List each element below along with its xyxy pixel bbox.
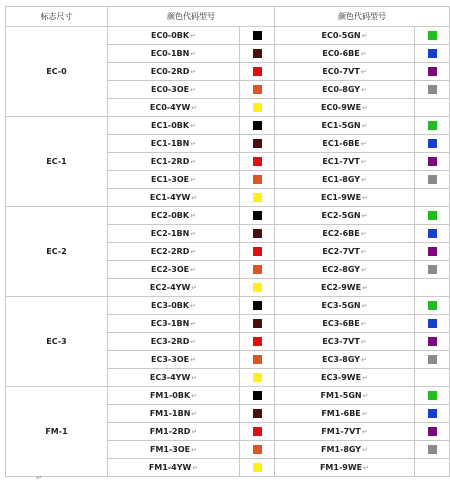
right-code-label: EC3-8GY (322, 355, 361, 364)
left-code-cell (108, 387, 240, 405)
right-swatch-cell (415, 369, 450, 387)
left-code-label: EC2-2RD (150, 247, 190, 256)
right-swatch-cell (415, 189, 450, 207)
right-code-label: EC1-9WE (321, 193, 362, 202)
color-swatch (253, 445, 262, 454)
right-code-label: FM1-9WE (319, 463, 363, 472)
left-swatch-cell (240, 45, 275, 63)
left-code-cell (108, 315, 240, 333)
table-row (6, 207, 450, 225)
return-mark-icon: ↵ (191, 428, 198, 436)
right-code-label: EC1-8GY (322, 175, 361, 184)
return-mark-icon: ↵ (360, 158, 367, 166)
return-mark-icon: ↵ (190, 356, 196, 364)
return-mark-icon: ↵ (190, 320, 197, 328)
right-code-cell (275, 27, 415, 45)
left-swatch-cell (240, 459, 275, 477)
left-swatch-cell (240, 297, 275, 315)
color-swatch (253, 427, 262, 436)
right-swatch-cell (415, 441, 450, 459)
color-swatch (428, 445, 437, 454)
color-swatch (253, 337, 262, 346)
return-mark-icon: ↵ (362, 104, 368, 112)
right-code-label: EC1-5GN (321, 121, 361, 130)
return-mark-icon: ↵ (190, 266, 196, 274)
right-swatch-cell (415, 45, 450, 63)
return-mark-icon: ↵ (191, 194, 198, 202)
color-swatch (253, 67, 262, 76)
left-code-label: FM1-1BN (149, 409, 191, 418)
right-code-cell (275, 225, 415, 243)
return-mark-icon: ↵ (361, 410, 368, 418)
left-swatch-cell (240, 225, 275, 243)
return-mark-icon: ↵ (360, 338, 367, 346)
table-row (6, 117, 450, 135)
right-swatch-cell (415, 81, 450, 99)
return-mark-icon: ↵ (362, 194, 368, 202)
right-code-cell (275, 333, 415, 351)
left-swatch-cell (240, 117, 275, 135)
right-code-cell (275, 117, 415, 135)
left-code-cell (108, 405, 240, 423)
left-swatch-cell (240, 153, 275, 171)
left-code-cell (108, 297, 240, 315)
header-size: 标志尺寸 (6, 7, 108, 27)
color-code-table (5, 6, 450, 477)
right-code-cell (275, 243, 415, 261)
left-swatch-cell (240, 171, 275, 189)
right-code-label: EC0-8GY (322, 85, 361, 94)
left-code-cell (108, 81, 240, 99)
size-cell: EC-2 (6, 207, 108, 297)
right-swatch-cell (415, 459, 450, 477)
return-mark-icon: ↵ (360, 230, 367, 238)
return-mark-icon: ↵ (361, 176, 367, 184)
return-mark-icon: ↵ (190, 248, 197, 256)
left-code-label: EC0-2RD (150, 67, 190, 76)
return-mark-icon: ↵ (361, 266, 367, 274)
left-code-cell (108, 171, 240, 189)
return-mark-icon: ↵ (360, 140, 367, 148)
left-code-label: EC3-4YW (149, 373, 191, 382)
color-swatch (428, 67, 437, 76)
left-code-label: EC0-0BK (151, 31, 190, 40)
left-code-cell (108, 441, 240, 459)
right-code-cell (275, 207, 415, 225)
left-code-label: EC1-1BN (150, 139, 190, 148)
left-code-label: FM1-2RD (149, 427, 191, 436)
right-code-label: EC1-6BE (322, 139, 360, 148)
color-swatch (253, 463, 262, 472)
right-swatch-cell (415, 135, 450, 153)
color-swatch (253, 409, 262, 418)
color-swatch (432, 463, 433, 472)
color-swatch (428, 319, 437, 328)
return-mark-icon: ↵ (190, 302, 196, 310)
left-code-label: EC2-0BK (151, 211, 190, 220)
right-code-label: EC3-9WE (321, 373, 362, 382)
color-swatch (428, 121, 437, 130)
right-code-cell (275, 387, 415, 405)
right-code-label: EC2-9WE (321, 283, 362, 292)
color-swatch (428, 175, 437, 184)
return-mark-icon: ↵ (190, 50, 197, 58)
return-mark-icon: ↵ (361, 86, 367, 94)
return-mark-icon: ↵ (191, 374, 198, 382)
right-code-cell (275, 351, 415, 369)
table-row (6, 27, 450, 45)
left-code-cell (108, 27, 240, 45)
left-code-cell (108, 63, 240, 81)
header-row (6, 7, 450, 27)
color-swatch (428, 31, 437, 40)
right-code-cell (275, 459, 415, 477)
color-swatch (253, 139, 262, 148)
right-code-cell (275, 99, 415, 117)
color-swatch (253, 283, 262, 292)
color-swatch (428, 265, 437, 274)
return-mark-icon: ↵ (191, 104, 198, 112)
right-code-cell (275, 297, 415, 315)
return-mark-icon: ↵ (361, 212, 368, 220)
color-swatch (428, 139, 437, 148)
right-swatch-cell (415, 261, 450, 279)
left-code-label: EC1-4YW (149, 193, 191, 202)
return-mark-icon: ↵ (361, 428, 368, 436)
left-swatch-cell (240, 405, 275, 423)
left-code-label: EC1-0BK (151, 121, 190, 130)
right-code-label: EC2-7VT (322, 247, 360, 256)
right-code-label: EC0-7VT (322, 67, 360, 76)
left-swatch-cell (240, 387, 275, 405)
right-code-label: EC1-7VT (322, 157, 360, 166)
left-swatch-cell (240, 63, 275, 81)
color-swatch (428, 409, 437, 418)
color-swatch (432, 283, 433, 292)
left-code-label: EC2-3OE (151, 265, 190, 274)
return-mark-icon: ↵ (190, 68, 197, 76)
left-code-cell (108, 279, 240, 297)
return-mark-icon: ↵ (190, 158, 197, 166)
color-swatch (253, 157, 262, 166)
left-swatch-cell (240, 81, 275, 99)
right-swatch-cell (415, 297, 450, 315)
right-code-label: EC3-7VT (322, 337, 360, 346)
table-body (6, 27, 450, 477)
right-code-cell (275, 81, 415, 99)
color-swatch (253, 355, 262, 364)
left-swatch-cell (240, 207, 275, 225)
left-code-cell (108, 243, 240, 261)
return-mark-icon: ↵ (362, 446, 368, 454)
return-mark-icon: ↵ (361, 122, 368, 130)
return-mark-icon: ↵ (360, 248, 367, 256)
color-swatch (253, 265, 262, 274)
return-mark-icon: ↵ (362, 392, 369, 400)
color-swatch (253, 175, 262, 184)
size-cell: FM-1 (6, 387, 108, 477)
right-code-cell (275, 423, 415, 441)
left-code-cell (108, 153, 240, 171)
left-code-cell (108, 207, 240, 225)
right-code-cell (275, 315, 415, 333)
color-swatch (428, 355, 437, 364)
header-code-right: 颜色代码型号 (275, 7, 450, 27)
left-code-label: EC2-4YW (149, 283, 191, 292)
return-mark-icon: ↵ (191, 392, 198, 400)
left-code-label: EC3-2RD (150, 337, 190, 346)
color-swatch (253, 31, 262, 40)
return-mark-icon: ↵ (361, 302, 368, 310)
return-mark-icon: ↵ (191, 410, 198, 418)
return-mark-icon: ↵ (190, 86, 196, 94)
color-swatch (253, 121, 262, 130)
right-code-cell (275, 261, 415, 279)
right-code-label: FM1-7VT (321, 427, 361, 436)
right-swatch-cell (415, 63, 450, 81)
left-code-cell (108, 117, 240, 135)
left-swatch-cell (240, 135, 275, 153)
left-swatch-cell (240, 279, 275, 297)
color-swatch (428, 247, 437, 256)
right-swatch-cell (415, 279, 450, 297)
color-swatch (253, 319, 262, 328)
right-code-cell (275, 63, 415, 81)
return-mark-icon: ↵ (360, 320, 367, 328)
color-swatch (428, 157, 437, 166)
left-code-cell (108, 225, 240, 243)
right-code-cell (275, 279, 415, 297)
right-swatch-cell (415, 171, 450, 189)
right-code-label: EC3-6BE (322, 319, 360, 328)
color-swatch (428, 229, 437, 238)
right-swatch-cell (415, 153, 450, 171)
right-swatch-cell (415, 207, 450, 225)
color-swatch (428, 211, 437, 220)
left-swatch-cell (240, 189, 275, 207)
left-swatch-cell (240, 315, 275, 333)
left-code-cell (108, 261, 240, 279)
right-swatch-cell (415, 27, 450, 45)
left-swatch-cell (240, 441, 275, 459)
color-swatch (428, 301, 437, 310)
size-cell: EC-1 (6, 117, 108, 207)
left-swatch-cell (240, 27, 275, 45)
return-mark-icon: ↵ (190, 140, 197, 148)
color-swatch (253, 247, 262, 256)
return-mark-icon: ↵ (362, 374, 368, 382)
header-code-left: 颜色代码型号 (108, 7, 275, 27)
color-swatch (432, 373, 433, 382)
return-mark-icon: ↵ (362, 284, 368, 292)
return-mark-icon: ↵ (190, 230, 197, 238)
right-code-cell (275, 135, 415, 153)
left-code-cell (108, 333, 240, 351)
right-swatch-cell (415, 405, 450, 423)
return-mark-icon: ↵ (361, 32, 368, 40)
return-mark-icon: ↵ (190, 338, 197, 346)
left-code-cell (108, 135, 240, 153)
left-swatch-cell (240, 423, 275, 441)
size-cell: EC-3 (6, 297, 108, 387)
right-swatch-cell (415, 243, 450, 261)
left-code-label: EC3-0BK (151, 301, 190, 310)
left-code-label: EC0-3OE (151, 85, 190, 94)
return-mark-icon: ↵ (191, 284, 198, 292)
right-code-label: EC3-5GN (321, 301, 361, 310)
left-code-label: EC1-3OE (151, 175, 190, 184)
table-row (6, 297, 450, 315)
right-swatch-cell (415, 423, 450, 441)
color-swatch (253, 211, 262, 220)
left-code-cell (108, 423, 240, 441)
color-swatch (253, 193, 262, 202)
return-mark-icon: ↵ (360, 68, 367, 76)
left-code-label: EC3-1BN (150, 319, 190, 328)
color-swatch (253, 85, 262, 94)
left-code-label: FM1-4YW (148, 463, 192, 472)
color-swatch (253, 229, 262, 238)
return-mark-icon: ↵ (360, 50, 367, 58)
color-swatch (253, 49, 262, 58)
left-swatch-cell (240, 351, 275, 369)
color-swatch (253, 301, 262, 310)
return-mark-icon: ↵ (363, 464, 370, 472)
table-row (6, 387, 450, 405)
left-code-label: EC0-1BN (150, 49, 190, 58)
left-code-cell (108, 99, 240, 117)
left-code-label: FM1-0BK (149, 391, 191, 400)
left-swatch-cell (240, 369, 275, 387)
color-swatch (253, 103, 262, 112)
left-code-label: EC0-4YW (149, 103, 191, 112)
right-code-label: EC0-5GN (321, 31, 361, 40)
color-swatch (428, 85, 437, 94)
return-mark-icon: ↵ (190, 212, 196, 220)
right-code-cell (275, 171, 415, 189)
color-swatch (428, 337, 437, 346)
left-swatch-cell (240, 99, 275, 117)
right-code-cell (275, 441, 415, 459)
right-swatch-cell (415, 315, 450, 333)
color-swatch (428, 427, 437, 436)
color-swatch (428, 49, 437, 58)
right-code-label: EC0-6BE (322, 49, 360, 58)
left-code-label: EC1-2RD (150, 157, 190, 166)
right-code-cell (275, 405, 415, 423)
left-code-cell (108, 351, 240, 369)
paragraph-mark-icon: ↵ (36, 474, 42, 482)
return-mark-icon: ↵ (192, 464, 199, 472)
right-code-cell (275, 369, 415, 387)
right-code-cell (275, 189, 415, 207)
right-swatch-cell (415, 333, 450, 351)
right-code-label: EC0-9WE (321, 103, 362, 112)
return-mark-icon: ↵ (190, 176, 196, 184)
color-swatch (432, 193, 433, 202)
left-code-cell (108, 189, 240, 207)
right-code-label: EC2-8GY (322, 265, 361, 274)
return-mark-icon: ↵ (190, 32, 196, 40)
color-swatch (253, 391, 262, 400)
right-code-cell (275, 45, 415, 63)
color-swatch (253, 373, 262, 382)
left-code-label: EC3-3OE (151, 355, 190, 364)
color-swatch (428, 391, 437, 400)
return-mark-icon: ↵ (361, 356, 367, 364)
left-swatch-cell (240, 333, 275, 351)
left-code-label: FM1-3OE (149, 445, 191, 454)
right-swatch-cell (415, 387, 450, 405)
right-swatch-cell (415, 225, 450, 243)
left-swatch-cell (240, 261, 275, 279)
color-swatch (432, 103, 433, 112)
left-code-label: EC2-1BN (150, 229, 190, 238)
left-code-cell (108, 459, 240, 477)
right-code-cell (275, 153, 415, 171)
right-swatch-cell (415, 99, 450, 117)
left-code-cell (108, 369, 240, 387)
left-code-cell (108, 45, 240, 63)
right-code-label: EC2-6BE (322, 229, 360, 238)
right-code-label: FM1-6BE (321, 409, 361, 418)
left-swatch-cell (240, 243, 275, 261)
right-swatch-cell (415, 351, 450, 369)
right-code-label: FM1-8GY (321, 445, 362, 454)
right-swatch-cell (415, 117, 450, 135)
return-mark-icon: ↵ (190, 122, 196, 130)
return-mark-icon: ↵ (191, 446, 198, 454)
right-code-label: FM1-5GN (320, 391, 362, 400)
size-cell: EC-0 (6, 27, 108, 117)
right-code-label: EC2-5GN (321, 211, 361, 220)
